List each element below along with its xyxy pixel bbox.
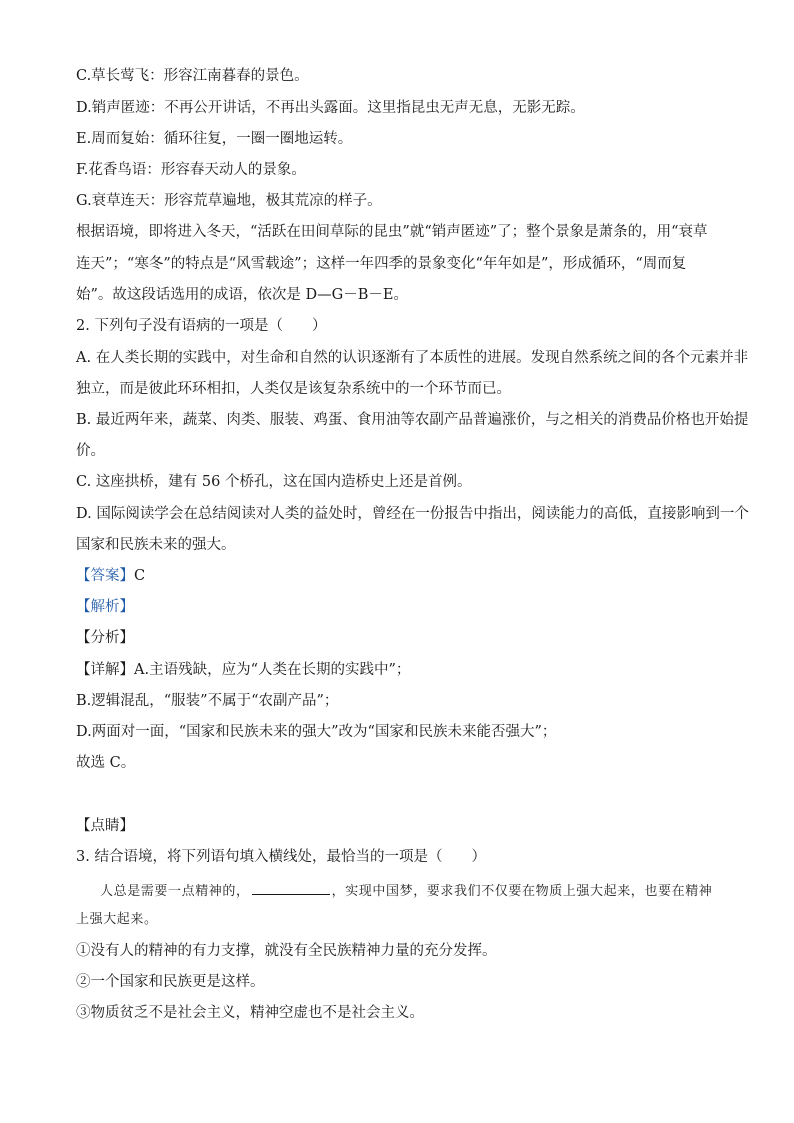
analysis-label: 【解析】 [76,599,134,615]
passage-part-1: 人总是需要一点精神的， [100,884,250,899]
question-2-option-c: C. 这座拱桥，建有 56 个桥孔，这在国内造桥史上还是首例。 [76,474,472,490]
question-2-option-a-line-2: 独立，而是彼此环环相扣，人类仅是该复杂系统中的一个环节而已。 [76,381,511,397]
explanation-line-1: 根据语境，即将进入冬天，“活跃在田间草际的昆虫”就“销声匿迹”了；整个景象是萧条的，用“衰草 [76,224,708,240]
question-2-option-b-line-1: B. 最近两年来，蔬菜、肉类、服装、鸡蛋、食用油等农副产品普遍涨价，与之相关的消费品价格也开始提 [76,412,749,428]
fill-in-blank [252,880,330,895]
option-e-definition: E.周而复始：循环往复，一圈一圈地运转。 [76,131,353,147]
explanation-line-2: 连天”；“寒冬”的特点是“风雪载途”；这样一年四季的景象变化“年年如是”，形成循环，“周而复 [76,256,687,272]
detail-conclusion: 故选 C。 [76,755,136,771]
question-3-title: 3. 结合语境，将下列语句填入横线处，最恰当的一项是（ ） [76,849,486,865]
detail-line-a: 【详解】A.主语残缺，应为“人类在长期的实践中”； [76,662,411,678]
dianjing-label: 【点睛】 [76,818,134,834]
question-3-passage-line-2: 上强大起来。 [76,912,158,927]
question-2-option-a-line-1: A. 在人类长期的实践中，对生命和自然的认识逐渐有了本质性的进展。发现自然系统之间的各个元素并非 [76,350,749,366]
answer-value: C [134,568,146,584]
explanation-line-3: 始”。故这段话选用的成语，依次是 D—G－B－E。 [76,287,408,303]
question-3-passage-line-1 [100,880,712,902]
option-g-definition: G.衰草连天：形容荒草遍地，极其荒凉的样子。 [76,193,382,209]
question-2-option-d-line-2: 国家和民族未来的强大。 [76,537,236,553]
answer-label: 【答案】 [76,568,134,584]
option-d-definition: D.销声匿迹：不再公开讲话，不再出头露面。这里指昆虫无声无息，无影无踪。 [76,100,585,116]
question-2-option-b-line-2: 价。 [76,443,105,459]
statement-1: ①没有人的精神的有力支撑，就没有全民族精神力量的充分发挥。 [76,943,497,959]
option-f-definition: F.花香鸟语：形容春天动人的景象。 [76,162,306,178]
option-c-definition: C.草长莺飞：形容江南暮春的景色。 [76,68,309,84]
detail-line-d: D.两面对一面，“国家和民族未来的强大”改为“国家和民族未来能否强大”； [76,724,557,740]
answer-line [76,566,145,586]
statement-2: ②一个国家和民族更是这样。 [76,974,265,990]
passage-part-2: ，实现中国梦，要求我们不仅要在物质上强大起来，也要在精神 [331,884,713,899]
question-2-option-d-line-1: D. 国际阅读学会在总结阅读对人类的益处时，曾经在一份报告中指出，阅读能力的高低，直接影响到一个 [76,506,749,522]
statement-3: ③物质贫乏不是社会主义，精神空虚也不是社会主义。 [76,1005,424,1021]
analysis-line [76,597,134,617]
question-2-title: 2. 下列句子没有语病的一项是（ ） [76,318,327,334]
fenxi-label: 【分析】 [76,630,134,646]
detail-line-b: B.逻辑混乱，“服装”不属于“农副产品”； [76,693,339,709]
